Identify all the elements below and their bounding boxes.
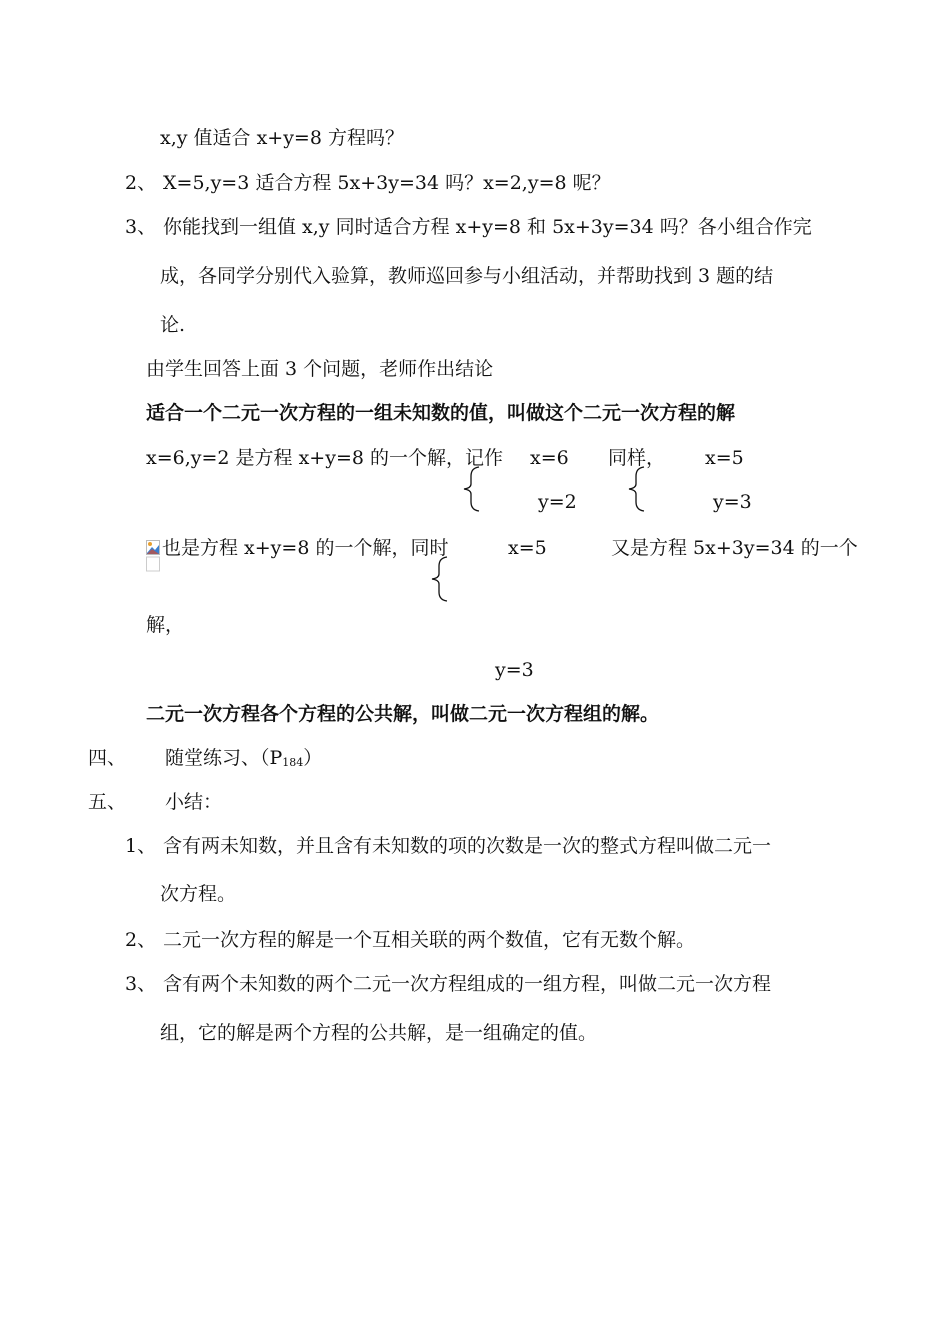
definition-solution: 适合一个二元一次方程的一组未知数的值，叫做这个二元一次方程的解 [146,402,736,424]
summary-3-number: 3、 [125,973,157,995]
question-1-continuation: x,y 值适合 x+y=8 方程吗？ [160,127,404,149]
question-3-number: 3、 [125,216,157,238]
section-5-number: 五、 [88,791,127,813]
question-2-number: 2、 [125,172,157,194]
example-2-y-value: y=3 [713,491,752,513]
example-1-y-value: y=2 [538,491,577,513]
example-2-x-value: x=5 [705,447,744,469]
broken-image-icon [146,540,160,570]
also-x-value: x=5 [508,537,547,559]
summary-2-number: 2、 [125,929,157,951]
summary-1-number: 1、 [125,835,157,857]
brace-example-1 [462,466,482,512]
brace-example-2 [627,466,647,512]
example-1-x-value: x=6 [530,447,569,469]
section-4-text: 随堂练习、（P [165,747,283,769]
definition-system-solution: 二元一次方程各个方程的公共解，叫做二元一次方程组的解。 [146,703,660,725]
section-4-number: 四、 [88,747,127,769]
example-lead-text: x=6,y=2 是方程 x+y=8 的一个解，记作 [146,447,504,469]
question-3-text-line-1: 你能找到一组值 x,y 同时适合方程 x+y=8 和 5x+3y=34 吗？各小组合作完 [163,216,812,238]
also-solution-text: 也是方程 x+y=8 的一个解，同时 [162,537,449,559]
section-5-title: 小结： [165,791,223,813]
section-4-page-sub: 184 [282,756,304,769]
summary-2-text-line-1: 二元一次方程的解是一个互相关联的两个数值，它有无数个解。 [163,929,696,951]
summary-3-text-line-1: 含有两个未知数的两个二元一次方程组成的一组方程，叫做二元一次方程 [163,973,772,995]
question-2-text: X=5,y=3 适合方程 5x+3y=34 吗？x=2,y=8 呢？ [163,172,611,194]
question-3-text-line-2: 成，各同学分别代入验算，教师巡回参与小组活动，并帮助找到 3 题的结 [160,265,774,287]
section-4-close: ） [303,747,323,769]
also-y-value: y=3 [495,659,534,681]
question-3-text-line-3: 论. [160,314,186,336]
summary-1-text-line-2: 次方程。 [160,883,237,905]
jie-text: 解， [146,614,185,636]
example-same-text: 同样， [608,447,666,469]
section-4-title [165,746,322,775]
summary-1-text-line-1: 含有两未知数，并且含有未知数的项的次数是一次的整式方程叫做二元一 [163,835,772,857]
brace-example-3 [430,556,450,602]
also-tail-text: 又是方程 5x+3y=34 的一个 [611,537,858,559]
summary-3-text-line-2: 组，它的解是两个方程的公共解，是一组确定的值。 [160,1022,598,1044]
students-answer-line: 由学生回答上面 3 个问题，老师作出结论 [146,358,494,380]
